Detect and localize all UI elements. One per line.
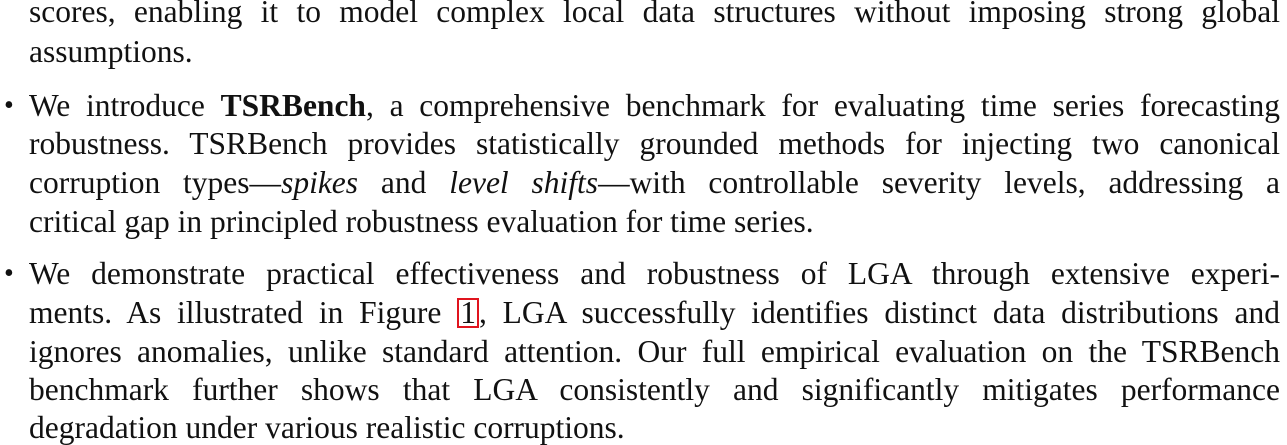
italic-term: spikes bbox=[281, 165, 359, 200]
bullet2-line-4: benchmark further shows that LGA consistently and significantly mitigates performance bbox=[29, 372, 1280, 407]
bullet2-line-5: degradation under various realistic corruptions. bbox=[29, 410, 625, 445]
figure-ref-link[interactable]: 1 bbox=[457, 298, 479, 328]
intro-line-2: assumptions. bbox=[29, 34, 193, 69]
benchmark-name: TSRBench bbox=[220, 88, 366, 123]
bullet2-line-1: We demonstrate practical effectiveness and robustness of LGA through extensive experi- bbox=[29, 256, 1280, 291]
bullet1-line-3 bbox=[29, 167, 1280, 199]
italic-term: level shifts bbox=[449, 165, 599, 200]
text-span: —with controllable severity levels, addressing a bbox=[598, 165, 1280, 200]
text-span: and bbox=[358, 165, 450, 200]
bullet-marker: • bbox=[4, 90, 14, 121]
text-span: , LGA successfully identifies distinct data distributions and bbox=[478, 295, 1280, 330]
text-span: We introduce bbox=[29, 88, 221, 123]
text-span: , a comprehensive benchmark for evaluating time series forecasting bbox=[365, 88, 1280, 123]
intro-line-1: scores, enabling it to model complex local data structures without imposing strong global bbox=[29, 0, 1280, 29]
text-span: corruption types— bbox=[29, 165, 282, 200]
bullet1-line-1 bbox=[29, 90, 1280, 122]
bullet1-line-4: critical gap in principled robustness evaluation for time series. bbox=[29, 204, 814, 239]
bullet2-line-2 bbox=[29, 297, 1280, 329]
bullet2-line-3: ignores anomalies, unlike standard attention. Our full empirical evaluation on the TSRBench bbox=[29, 334, 1280, 369]
bullet-marker: • bbox=[4, 258, 14, 289]
bullet1-line-2: robustness. TSRBench provides statistically grounded methods for injecting two canonical bbox=[29, 126, 1280, 161]
text-span: ments. As illustrated in Figure bbox=[29, 295, 458, 330]
